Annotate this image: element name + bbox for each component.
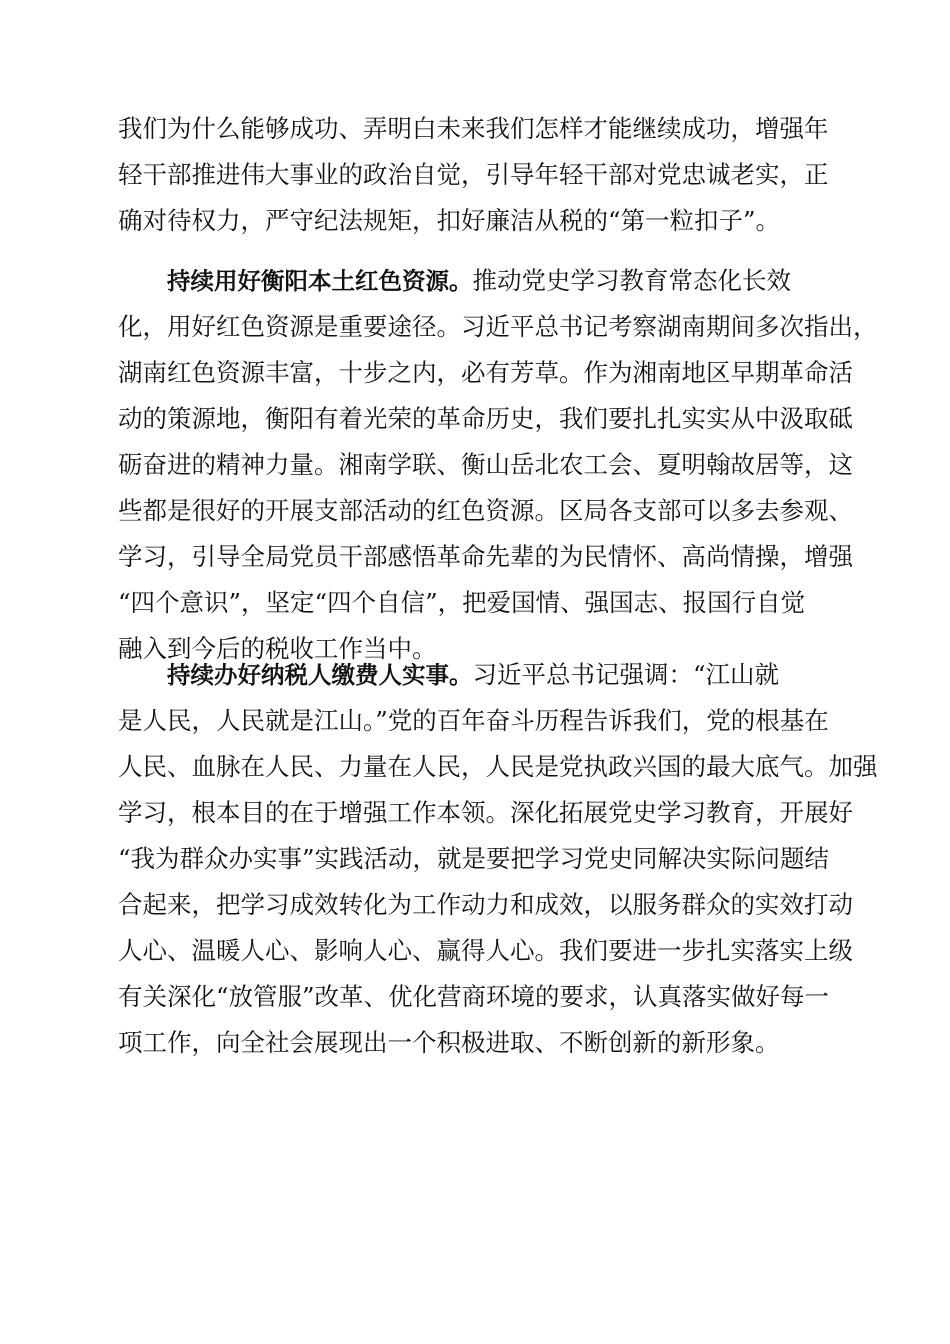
text-line: 合起来，把学习成效转化为工作动力和成效，以服务群众的实效打动 (118, 890, 853, 919)
paragraph-2 (118, 258, 878, 672)
paragraph-3 (118, 652, 878, 1066)
text-line: 确对待权力，严守纪法规矩，扣好廉洁从税的“第一粒扣子”。 (118, 206, 781, 235)
text-line: 学习，根本目的在于增强工作本领。深化拓展党史学习教育，开展好 (118, 798, 853, 827)
text-fragment: 习近平总书记强调：“江山就 (472, 660, 780, 689)
text-line: 融入到今后的税收工作当中。 (118, 634, 437, 663)
text-line (118, 652, 878, 698)
text-line: 项工作，向全社会展现出一个积极进取、不断创新的新形象。 (118, 1028, 780, 1057)
text-line: 化，用好红色资源是重要途径。习近平总书记考察湖南期间多次指出， (118, 312, 878, 341)
text-line: 些都是很好的开展支部活动的红色资源。区局各支部可以多去参观、 (118, 496, 853, 525)
text-line: “四个意识”，坚定“四个自信”，把爱国情、强国志、报国行自觉 (118, 588, 806, 617)
text-line: 砺奋进的精神力量。湘南学联、衡山岳北农工会、夏明翰故居等，这 (118, 450, 853, 479)
text-line: 我们为什么能够成功、弄明白未来我们怎样才能继续成功，增强年 (118, 114, 829, 143)
section-heading: 持续用好衡阳本土红色资源。 (167, 267, 473, 295)
section-heading: 持续办好纳税人缴费人实事。 (167, 661, 473, 689)
text-line: 湖南红色资源丰富，十步之内，必有芳草。作为湘南地区早期革命活 (118, 358, 853, 387)
text-fragment: 推动党史学习教育常态化长效 (472, 266, 791, 295)
text-line (118, 258, 878, 304)
text-line: 学习，引导全局党员干部感悟革命先辈的为民情怀、高尚情操，增强 (118, 542, 853, 571)
paragraph-1 (118, 106, 829, 244)
text-line: 人心、温暖人心、影响人心、赢得人心。我们要进一步扎实落实上级 (118, 936, 853, 965)
text-line: 是人民，人民就是江山。”党的百年奋斗历程告诉我们，党的根基在 (118, 706, 829, 735)
text-line: 动的策源地，衡阳有着光荣的革命历史，我们要扎扎实实从中汲取砥 (118, 404, 853, 433)
text-line: “我为群众办实事”实践活动，就是要把学习党史同解决实际问题结 (118, 844, 830, 873)
text-line: 有关深化“放管服”改革、优化营商环境的要求，认真落实做好每一 (118, 982, 830, 1011)
text-line: 人民、血脉在人民、力量在人民，人民是党执政兴国的最大底气。加强 (118, 752, 878, 781)
text-line: 轻干部推进伟大事业的政治自觉，引导年轻干部对党忠诚老实，正 (118, 160, 829, 189)
